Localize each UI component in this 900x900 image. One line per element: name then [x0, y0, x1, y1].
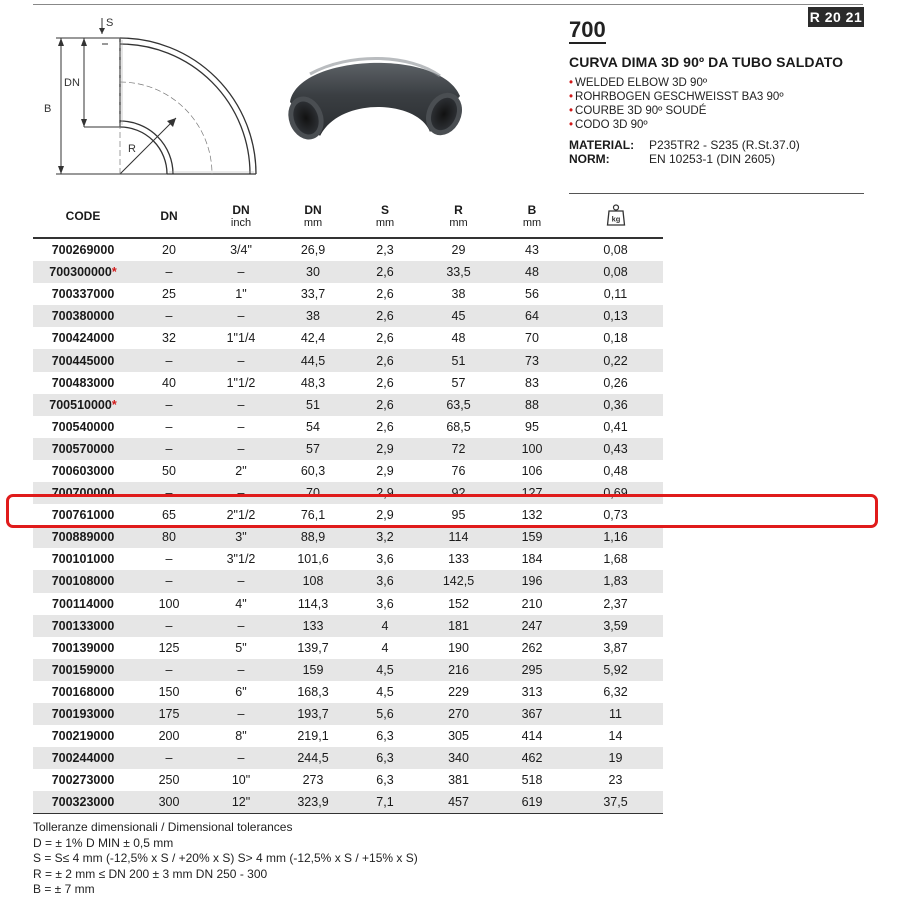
cell-dn: 25	[162, 287, 176, 302]
cell-dn-mm: 44,5	[277, 349, 349, 371]
cell-b-mm: 127	[496, 482, 568, 504]
cell-dn-inch: 8"	[235, 729, 247, 744]
cell-dn-mm: 139,7	[297, 640, 329, 655]
tolerance-b: B = ± 7 mm	[33, 882, 95, 896]
cell-b-mm: 132	[521, 508, 543, 523]
cell-code: 700380000	[33, 305, 133, 327]
cell-dn-mm: 60,3	[300, 463, 326, 478]
cell-b-mm: 313	[521, 684, 543, 699]
cell-dn-inch: –	[205, 747, 277, 769]
cell-dn: –	[165, 552, 173, 567]
cell-dn-inch: 1"1/2	[226, 375, 256, 390]
cell-r-mm: 57	[451, 375, 466, 390]
cell-weight-kg: 1,68	[603, 552, 628, 567]
cell-b-mm: 295	[496, 659, 568, 681]
cell-dn: 80	[133, 526, 205, 548]
cell-dn: 150	[158, 684, 180, 699]
cell-dn-mm: 323,9	[277, 791, 349, 814]
cell-dn-inch: 3"	[205, 526, 277, 548]
cell-dn-mm: 108	[277, 570, 349, 592]
cell-b-mm: 184	[521, 552, 543, 567]
table-header	[33, 196, 663, 238]
cell-r-mm: 305	[448, 729, 469, 744]
cell-dn-inch: –	[205, 394, 277, 416]
material-row	[569, 138, 869, 152]
table-row	[33, 637, 663, 659]
cell-weight-kg: 6,32	[603, 684, 628, 699]
cell-code: 700424000	[51, 331, 115, 346]
cell-r-mm: 229	[448, 684, 469, 699]
cell-dn: 300	[133, 791, 205, 814]
cell-s-mm: 2,9	[349, 482, 421, 504]
cell-weight-kg: 1,16	[568, 526, 663, 548]
table-row	[33, 725, 663, 747]
cell-b-mm: 367	[496, 703, 568, 725]
table-row	[33, 238, 663, 261]
cell-s-mm: 3,6	[349, 570, 421, 592]
material-label: MATERIAL:	[569, 138, 635, 152]
cell-dn-mm: 244,5	[277, 747, 349, 769]
cell-dn-mm: 54	[306, 419, 320, 434]
cell-dn-mm: 133	[277, 615, 349, 637]
product-header	[569, 18, 869, 166]
cell-r-mm: 48	[451, 331, 466, 346]
cell-dn-mm: 57	[277, 438, 349, 460]
table-row-highlighted	[33, 504, 663, 526]
cell-r-mm: 72	[421, 438, 496, 460]
cell-code: 700269000	[51, 243, 115, 258]
cell-s-mm: 3,6	[376, 552, 394, 567]
product-code: 700	[569, 17, 606, 42]
cell-b-mm: 64	[496, 305, 568, 327]
special-order-star: *	[111, 265, 117, 280]
table-row	[33, 460, 663, 482]
cell-dn-inch: 6"	[235, 684, 247, 699]
cell-dn-mm: 33,7	[300, 287, 326, 302]
cell-b-mm: 48	[496, 261, 568, 283]
cell-code: 700108000	[33, 570, 133, 592]
cell-s-mm: 7,1	[349, 791, 421, 814]
header-dn	[133, 196, 205, 238]
cell-weight-kg: 0,13	[568, 305, 663, 327]
cell-dn: 175	[133, 703, 205, 725]
spec-block	[569, 138, 869, 166]
table-row	[33, 416, 663, 438]
cell-dn: –	[133, 394, 205, 416]
header-r-mm-label: R	[454, 202, 463, 217]
header-dn-mm	[277, 196, 349, 238]
header-dn-mm-unit: mm	[303, 216, 323, 229]
cell-r-mm: 51	[421, 349, 496, 371]
cell-dn: 100	[158, 596, 180, 611]
cell-dn-mm: 88,9	[277, 526, 349, 548]
svg-text:kg: kg	[611, 214, 620, 224]
header-s-mm-unit: mm	[375, 216, 395, 229]
translation-de: • ROHRBOGEN GESCHWEISST BA3 90º	[569, 90, 869, 104]
cell-dn-mm: 168,3	[297, 684, 329, 699]
cell-r-mm: 95	[451, 508, 466, 523]
cell-dn-mm: 101,6	[297, 552, 329, 567]
cell-r-mm: 76	[451, 463, 466, 478]
cell-code: 700193000	[33, 703, 133, 725]
cell-code: 700133000	[33, 615, 133, 637]
cell-b-mm: 414	[521, 729, 543, 744]
cell-b-mm: 619	[496, 791, 568, 814]
cell-r-mm: 38	[451, 287, 466, 302]
cell-b-mm: 196	[496, 570, 568, 592]
cell-s-mm: 2,3	[376, 243, 394, 258]
cell-r-mm: 340	[421, 747, 496, 769]
material-value: P235TR2 - S235 (R.St.37.0)	[649, 138, 800, 152]
cell-dn-inch: 2"	[235, 463, 247, 478]
header-b-mm	[496, 196, 568, 238]
cell-code: 700510000*	[33, 394, 133, 416]
cell-weight-kg: 23	[608, 773, 623, 788]
table-row	[33, 570, 663, 592]
cell-weight-kg: 0,26	[603, 375, 628, 390]
cell-dn-mm: 193,7	[277, 703, 349, 725]
cell-dn-inch: 10"	[231, 773, 251, 788]
translation-en: • WELDED ELBOW 3D 90º	[569, 76, 869, 90]
cell-s-mm: 3,6	[376, 596, 394, 611]
cell-r-mm: 142,5	[421, 570, 496, 592]
header-dn-label: DN	[160, 209, 178, 223]
cell-dn: –	[133, 747, 205, 769]
table-row	[33, 349, 663, 371]
cell-s-mm: 2,6	[349, 349, 421, 371]
cell-dn-inch: 3"1/2	[226, 552, 256, 567]
cell-s-mm: 2,6	[376, 375, 394, 390]
table-row	[33, 548, 663, 570]
cell-dn-mm: 30	[277, 261, 349, 283]
cell-dn: 250	[158, 773, 180, 788]
cell-dn: 32	[162, 331, 176, 346]
cell-dn-inch: 12"	[205, 791, 277, 814]
elbow-dimension-diagram	[36, 14, 276, 190]
cell-weight-kg: 0,18	[603, 331, 628, 346]
product-title: CURVA DIMA 3D 90º DA TUBO SALDATO	[569, 54, 844, 70]
cell-s-mm: 2,6	[376, 287, 394, 302]
cell-dn-mm: 273	[302, 773, 324, 788]
cell-dn: 40	[162, 375, 176, 390]
cell-weight-kg: 2,37	[603, 596, 628, 611]
cell-weight-kg: 0,22	[568, 349, 663, 371]
cell-weight-kg: 0,48	[603, 463, 628, 478]
revision-badge: R 20 21	[809, 9, 863, 25]
cell-dn-mm: 26,9	[300, 243, 326, 258]
cell-dn: 20	[162, 243, 176, 258]
cell-dn-inch: –	[205, 305, 277, 327]
table-row	[33, 438, 663, 460]
cell-code: 700603000	[51, 463, 115, 478]
cell-b-mm: 83	[525, 375, 539, 390]
cell-r-mm: 270	[421, 703, 496, 725]
cell-dn-mm: 70	[277, 482, 349, 504]
header-s-mm-label: S	[380, 202, 389, 217]
table-row	[33, 394, 663, 416]
cell-s-mm: 4	[381, 640, 389, 655]
cell-code: 700323000	[33, 791, 133, 814]
table-row	[33, 593, 663, 615]
cell-code: 700244000	[33, 747, 133, 769]
cell-dn-inch: –	[237, 419, 245, 434]
cell-b-mm: 262	[521, 640, 543, 655]
table-row	[33, 747, 663, 769]
cell-dn: –	[133, 305, 205, 327]
table-header-row	[33, 196, 663, 238]
header-b-mm-label: B	[527, 202, 537, 217]
table-row	[33, 372, 663, 394]
cell-code: 700761000	[51, 508, 115, 523]
cell-b-mm: 73	[496, 349, 568, 371]
table-row	[33, 703, 663, 725]
cell-weight-kg: 37,5	[568, 791, 663, 814]
table-row	[33, 283, 663, 305]
cell-dn: –	[133, 570, 205, 592]
cell-s-mm: 4,5	[376, 684, 394, 699]
header-dn-mm-label: DN	[304, 202, 322, 217]
table-body	[33, 238, 663, 814]
top-rule	[33, 4, 863, 5]
header-s-mm	[349, 196, 421, 238]
cell-r-mm: 152	[448, 596, 469, 611]
cell-s-mm: 2,6	[349, 261, 421, 283]
cell-dn-mm: 48,3	[300, 375, 326, 390]
cell-weight-kg: 0,08	[568, 261, 663, 283]
cell-r-mm: 45	[421, 305, 496, 327]
cell-s-mm: 2,9	[349, 438, 421, 460]
cell-dn-inch: –	[205, 261, 277, 283]
cell-weight-kg: 0,36	[568, 394, 663, 416]
cell-b-mm: 159	[496, 526, 568, 548]
tolerances-title: Tolleranze dimensionali / Dimensional tolerances	[33, 820, 293, 834]
cell-code: 700300000*	[33, 261, 133, 283]
cell-dn: –	[133, 615, 205, 637]
cell-dn-inch: 4"	[235, 596, 247, 611]
table-row	[33, 659, 663, 681]
cell-dn-inch: –	[205, 615, 277, 637]
special-order-star: *	[111, 397, 117, 412]
cell-code: 700700000	[33, 482, 133, 504]
cell-r-mm: 133	[448, 552, 469, 567]
cell-dn-inch: 1"	[235, 287, 247, 302]
table-row	[33, 327, 663, 349]
cell-r-mm: 457	[421, 791, 496, 814]
cell-r-mm: 68,5	[446, 419, 471, 434]
cell-dn-mm: 51	[277, 394, 349, 416]
table-row	[33, 791, 663, 814]
cell-b-mm: 518	[521, 773, 543, 788]
cell-dn: 50	[162, 463, 176, 478]
cell-weight-kg: 3,59	[568, 615, 663, 637]
cell-s-mm: 6,3	[349, 747, 421, 769]
cell-dn: 65	[162, 508, 176, 523]
cell-dn-mm: 159	[277, 659, 349, 681]
cell-b-mm: 56	[525, 287, 539, 302]
cell-weight-kg: 0,43	[568, 438, 663, 460]
translation-fr: • COURBE 3D 90º SOUDÉ	[569, 104, 869, 118]
cell-dn-mm: 42,4	[300, 331, 326, 346]
cell-dn-inch: –	[205, 703, 277, 725]
cell-dn: –	[133, 438, 205, 460]
cell-dn: –	[165, 419, 173, 434]
translations-list	[569, 76, 869, 132]
table-row	[33, 681, 663, 703]
dimensions-table	[33, 196, 663, 814]
cell-b-mm: 210	[521, 596, 543, 611]
cell-r-mm: 33,5	[421, 261, 496, 283]
cell-weight-kg: 5,92	[568, 659, 663, 681]
cell-weight-kg: 19	[568, 747, 663, 769]
cell-s-mm: 2,6	[349, 394, 421, 416]
cell-s-mm: 3,2	[349, 526, 421, 548]
cell-s-mm: 2,6	[376, 331, 394, 346]
diagram-label-r: R	[128, 143, 136, 155]
cell-dn: –	[133, 482, 205, 504]
cell-code: 700114000	[52, 596, 114, 611]
cell-s-mm: 2,9	[376, 508, 394, 523]
diagram-label-dn: DN	[64, 77, 80, 89]
cell-dn-inch: 3/4"	[230, 243, 252, 258]
cell-b-mm: 100	[496, 438, 568, 460]
cell-code: 700159000	[33, 659, 133, 681]
cell-s-mm: 2,9	[376, 463, 394, 478]
cell-s-mm: 6,3	[376, 773, 394, 788]
cell-code: 700540000	[51, 419, 115, 434]
header-r-mm-unit: mm	[449, 216, 468, 229]
norm-row	[569, 152, 869, 166]
cell-r-mm: 63,5	[421, 394, 496, 416]
header-code	[33, 196, 133, 238]
cell-b-mm: 70	[525, 331, 539, 346]
cell-code: 700139000	[51, 640, 115, 655]
cell-dn-inch: –	[205, 659, 277, 681]
cell-s-mm: 4	[349, 615, 421, 637]
cell-weight-kg: 0,73	[603, 508, 628, 523]
tolerances-block	[33, 820, 418, 898]
cell-dn: –	[133, 261, 205, 283]
cell-dn-mm: 219,1	[297, 729, 329, 744]
cell-code: 700889000	[33, 526, 133, 548]
cell-dn-inch: 1"1/4	[226, 331, 256, 346]
cell-code: 700219000	[51, 729, 115, 744]
header-dn-inch	[205, 196, 277, 238]
cell-weight-kg: 0,08	[603, 243, 628, 258]
cell-dn: 200	[158, 729, 180, 744]
tolerance-r: R = ± 2 mm ≤ DN 200 ± 3 mm DN 250 - 300	[33, 866, 268, 881]
cell-code: 700337000	[51, 287, 115, 302]
cell-r-mm: 381	[448, 773, 469, 788]
cell-dn-mm: 38	[277, 305, 349, 327]
cell-b-mm: 95	[525, 419, 539, 434]
table-row	[33, 261, 663, 283]
cell-dn-inch: 2"1/2	[226, 508, 256, 523]
header-code-label: CODE	[65, 209, 101, 223]
cell-code: 700168000	[51, 684, 115, 699]
cell-b-mm: 247	[496, 615, 568, 637]
cell-r-mm: 216	[421, 659, 496, 681]
cell-weight-kg: 3,87	[603, 640, 628, 655]
cell-s-mm: 5,6	[349, 703, 421, 725]
header-weight-kg	[568, 196, 663, 238]
cell-dn: –	[133, 659, 205, 681]
cell-weight-kg: 0,11	[603, 287, 628, 302]
diagram-label-s: S	[106, 17, 114, 29]
cell-code: 700273000	[51, 773, 115, 788]
cell-weight-kg: 0,41	[603, 419, 628, 434]
header-rule	[569, 193, 864, 194]
diagram-label-b: B	[44, 103, 52, 115]
cell-dn-inch: –	[205, 349, 277, 371]
cell-r-mm: 181	[421, 615, 496, 637]
header-b-mm-unit: mm	[522, 216, 542, 229]
cell-dn: 125	[158, 640, 180, 655]
cell-weight-kg: 11	[568, 703, 663, 725]
table-row	[33, 526, 663, 548]
norm-value: EN 10253-1 (DIN 2605)	[649, 152, 776, 166]
cell-dn-inch: –	[205, 570, 277, 592]
norm-label: NORM:	[569, 152, 610, 166]
cell-weight-kg: 0,69	[568, 482, 663, 504]
cell-code: 700570000	[33, 438, 133, 460]
table-row	[33, 305, 663, 327]
header-r-mm	[421, 196, 496, 238]
cell-r-mm: 190	[448, 640, 469, 655]
cell-b-mm: 43	[525, 243, 539, 258]
table-row	[33, 615, 663, 637]
header-dn-inch-unit: inch	[230, 216, 252, 229]
cell-s-mm: 2,6	[349, 305, 421, 327]
cell-b-mm: 462	[496, 747, 568, 769]
tolerance-d: D = ± 1% D MIN ± 0,5 mm	[33, 835, 174, 850]
cell-dn-mm: 76,1	[300, 508, 326, 523]
cell-code: 700483000	[51, 375, 115, 390]
cell-weight-kg: 1,83	[568, 570, 663, 592]
translation-es: • CODO 3D 90º	[569, 118, 869, 132]
cell-dn-inch: –	[205, 482, 277, 504]
cell-code: 700101000	[51, 552, 115, 567]
cell-dn-mm: 114,3	[297, 596, 329, 611]
table-row	[33, 482, 663, 504]
cell-dn: –	[133, 349, 205, 371]
cell-r-mm: 92	[421, 482, 496, 504]
cell-dn-inch: –	[205, 438, 277, 460]
cell-b-mm: 106	[521, 463, 543, 478]
tolerance-s: S = S≤ 4 mm (-12,5% x S / +20% x S) S> 4 mm (-12,5% x S / +15% x S)	[33, 851, 418, 865]
cell-code: 700445000	[33, 349, 133, 371]
table-row	[33, 769, 663, 791]
cell-r-mm: 29	[451, 243, 466, 258]
header-dn-inch-label: DN	[232, 202, 250, 217]
cell-b-mm: 88	[496, 394, 568, 416]
elbow-product-photo	[280, 44, 470, 154]
weight-kg-icon	[606, 204, 626, 226]
cell-s-mm: 6,3	[376, 729, 394, 744]
cell-s-mm: 2,6	[376, 419, 394, 434]
cell-weight-kg: 14	[608, 729, 623, 744]
cell-s-mm: 4,5	[349, 659, 421, 681]
cell-dn-inch: 5"	[235, 640, 247, 655]
cell-r-mm: 114	[421, 526, 496, 548]
